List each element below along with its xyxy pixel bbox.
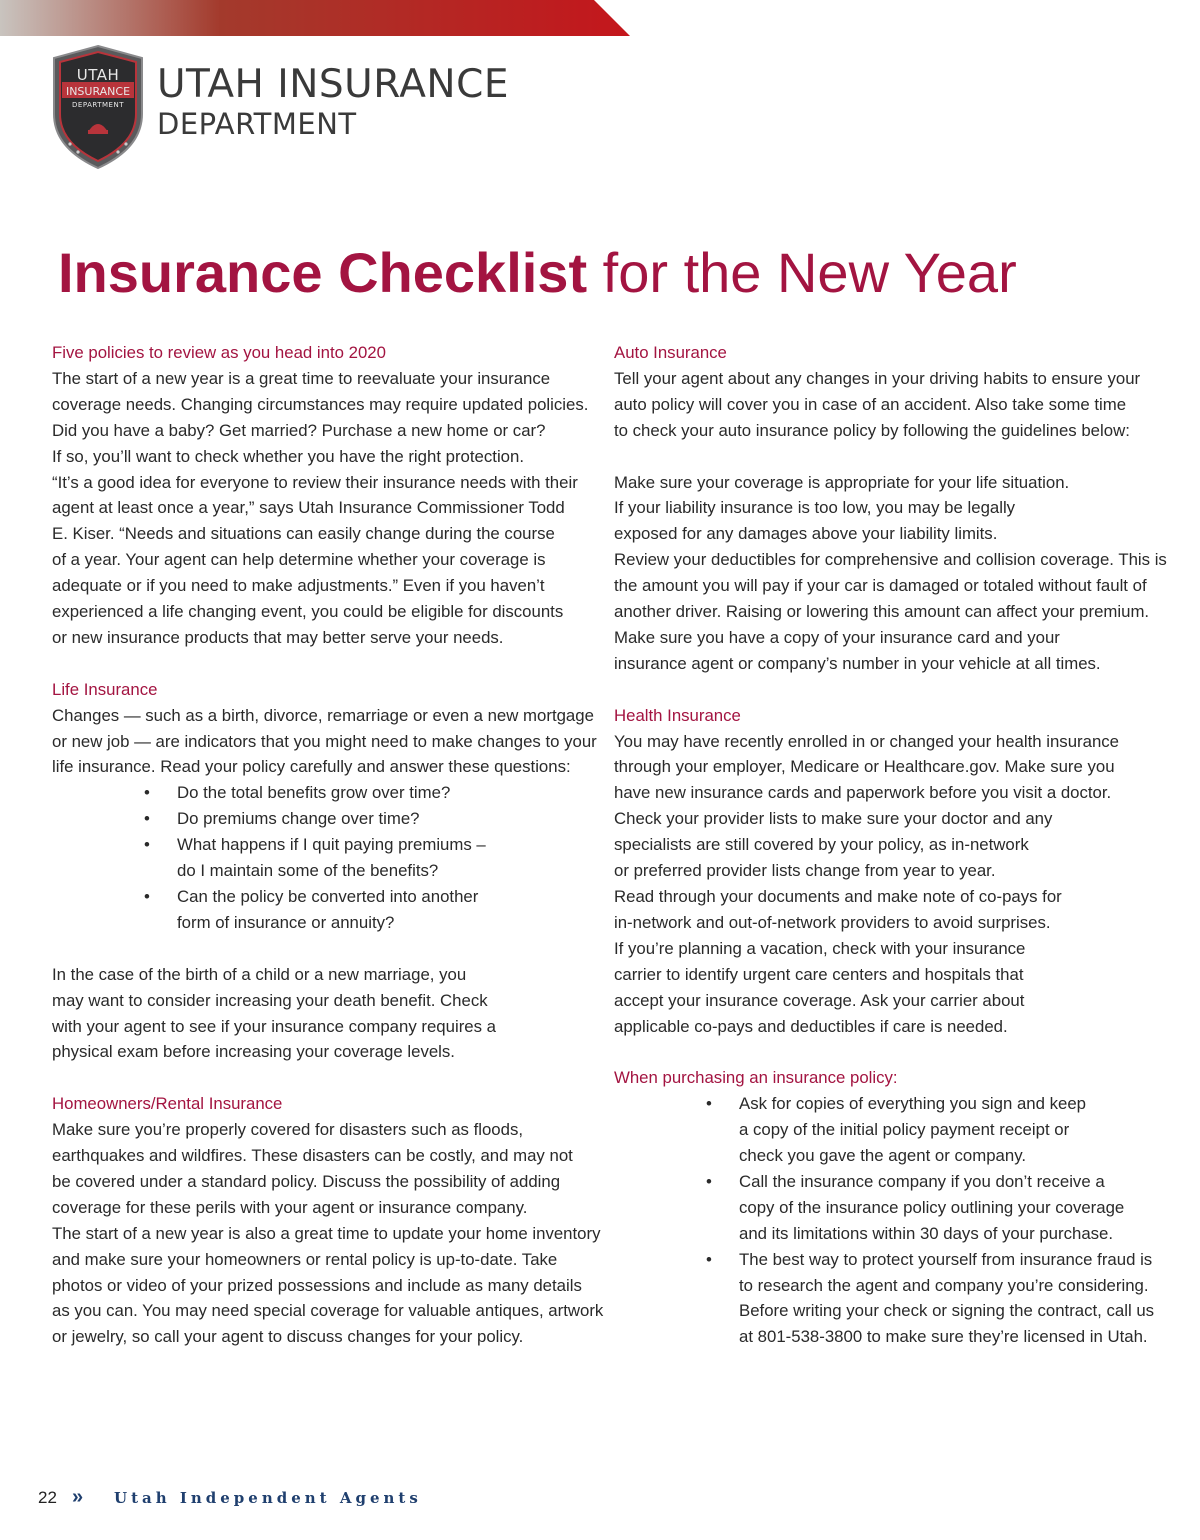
logo-text-insurance: INSURANCE bbox=[65, 85, 131, 98]
bullet-list-item bbox=[614, 1169, 1174, 1195]
bullet-icon: • bbox=[144, 887, 150, 907]
text-line: and make sure your homeowners or rental policy is up-to-date. Take bbox=[52, 1249, 558, 1269]
text-line: Read through your documents and make note of co-pays for bbox=[614, 887, 1062, 906]
health-paragraph bbox=[614, 729, 1174, 1040]
text-line: Check your provider lists to make sure your doctor and any bbox=[614, 809, 1053, 829]
text-line: In the case of the birth of a child or a new marriage, you bbox=[52, 964, 467, 984]
text-line: with your agent to see if your insurance company requires a bbox=[52, 1016, 497, 1036]
bullet-text: at 801-538-3800 to make sure they’re licensed in Utah. bbox=[739, 1327, 1148, 1347]
intro-paragraph bbox=[52, 366, 592, 651]
text-line: the amount you will pay if your car is damaged or totaled without fault of bbox=[614, 576, 1147, 596]
text-line: in-network and out-of-network providers to avoid surprises. bbox=[614, 912, 1051, 932]
bullet-icon: • bbox=[706, 1094, 712, 1114]
auto-paragraph bbox=[614, 366, 1174, 444]
double-chevron-icon: » bbox=[72, 1486, 84, 1508]
bullet-list-item bbox=[614, 1324, 1174, 1350]
text-line: to check your auto insurance policy by following the guidelines below: bbox=[614, 420, 1130, 440]
text-line: have new insurance cards and paperwork before you visit a doctor. bbox=[614, 783, 1112, 803]
bullet-list-item bbox=[52, 910, 592, 936]
utah-insurance-shield-logo bbox=[50, 44, 146, 170]
bullet-icon: • bbox=[144, 783, 150, 803]
bullet-list-item bbox=[52, 832, 592, 858]
bullet-icon: • bbox=[144, 809, 150, 829]
text-line: Changes — such as a birth, divorce, remarriage or even a new mortgage bbox=[52, 705, 594, 725]
bullet-text: What happens if I quit paying premiums – bbox=[177, 835, 486, 855]
brand-line-1: UTAH INSURANCE bbox=[157, 62, 509, 107]
bullet-text: form of insurance or annuity? bbox=[177, 912, 395, 932]
life-paragraph-2 bbox=[52, 962, 592, 1066]
bullet-list-item bbox=[614, 1117, 1174, 1143]
page-title-bold: Insurance Checklist bbox=[58, 241, 588, 304]
bullet-text: Do premiums change over time? bbox=[177, 809, 420, 829]
text-line: Review your deductibles for comprehensive and collision coverage. This is bbox=[614, 550, 1167, 570]
text-line: Make sure you have a copy of your insurance card and your bbox=[614, 627, 1060, 647]
text-line: experienced a life changing event, you could be eligible for discounts bbox=[52, 602, 564, 622]
text-line: or jewelry, so call your agent to discuss changes for your policy. bbox=[52, 1327, 524, 1347]
bullet-icon: • bbox=[706, 1171, 712, 1191]
text-line: photos or video of your prized possessions and include as many details bbox=[52, 1275, 582, 1295]
bullet-list-item bbox=[52, 858, 592, 884]
bullet-text: The best way to protect yourself from insurance fraud is bbox=[739, 1249, 1153, 1269]
text-line: You may have recently enrolled in or changed your health insurance bbox=[614, 731, 1120, 751]
page-title bbox=[58, 240, 1017, 306]
section-heading-health: Health Insurance bbox=[614, 705, 741, 725]
text-line: be covered under a standard policy. Discuss the possibility of adding bbox=[52, 1171, 561, 1191]
text-line: or preferred provider lists change from year to year. bbox=[614, 861, 996, 881]
bullet-text: to research the agent and company you’re considering. bbox=[739, 1275, 1149, 1295]
bullet-text: Do the total benefits grow over time? bbox=[177, 783, 451, 803]
bullet-text: Can the policy be converted into another bbox=[177, 887, 479, 907]
publication-name: Utah Independent Agents bbox=[114, 1488, 422, 1507]
bullet-list-item bbox=[614, 1091, 1174, 1117]
bullet-list-item bbox=[52, 806, 592, 832]
section-heading-purchase: When purchasing an insurance policy: bbox=[614, 1068, 898, 1088]
text-line: or new insurance products that may better serve your needs. bbox=[52, 627, 504, 647]
logo-text-utah: UTAH bbox=[76, 66, 120, 84]
text-line: insurance agent or company’s number in your vehicle at all times. bbox=[614, 653, 1101, 673]
text-line: adequate or if you need to make adjustments.” Even if you haven’t bbox=[52, 576, 545, 596]
bullet-list-item bbox=[614, 1247, 1174, 1273]
text-line: Did you have a baby? Get married? Purchase a new home or car? bbox=[52, 420, 546, 440]
text-line: applicable co-pays and deductibles if care is needed. bbox=[614, 1016, 1008, 1036]
header-accent-bar bbox=[0, 0, 630, 36]
bullet-list-item bbox=[614, 1195, 1174, 1221]
brand-wordmark bbox=[157, 62, 509, 140]
text-line: If you’re planning a vacation, check with your insurance bbox=[614, 938, 1026, 958]
section-heading-intro: Five policies to review as you head into 2020 bbox=[52, 343, 386, 362]
text-line: another driver. Raising or lowering this amount can affect your premium. bbox=[614, 602, 1150, 622]
left-column bbox=[52, 340, 604, 1350]
brand-line-2: DEPARTMENT bbox=[157, 107, 357, 141]
text-line: or new job — are indicators that you might need to make changes to your bbox=[52, 731, 597, 751]
logo-text-department: DEPARTMENT bbox=[72, 101, 124, 109]
bullet-text: Call the insurance company if you don’t receive a bbox=[739, 1171, 1105, 1191]
text-line: may want to consider increasing your death benefit. Check bbox=[52, 990, 488, 1010]
bullet-list-item bbox=[614, 1221, 1174, 1247]
bullet-list-item bbox=[614, 1273, 1174, 1299]
text-line: through your employer, Medicare or Healthcare.gov. Make sure you bbox=[614, 757, 1115, 777]
page-title-regular: for the New Year bbox=[602, 241, 1017, 304]
text-line: as you can. You may need special coverage for valuable antiques, artwork bbox=[52, 1301, 604, 1321]
text-line: auto policy will cover you in case of an accident. Also take some time bbox=[614, 394, 1127, 414]
section-heading-home: Homeowners/Rental Insurance bbox=[52, 1094, 283, 1114]
section-heading-auto: Auto Insurance bbox=[614, 343, 727, 362]
text-line: exposed for any damages above your liability limits. bbox=[614, 524, 998, 544]
text-line: “It’s a good idea for everyone to review their insurance needs with their bbox=[52, 472, 578, 492]
text-line: carrier to identify urgent care centers and hospitals that bbox=[614, 964, 1024, 984]
text-line: earthquakes and wildfires. These disasters can be costly, and may not bbox=[52, 1146, 573, 1166]
page-number: 22 bbox=[38, 1487, 57, 1507]
text-line: E. Kiser. “Needs and situations can easily change during the course bbox=[52, 524, 555, 544]
text-line: coverage for these perils with your agent or insurance company. bbox=[52, 1197, 528, 1217]
life-bullet-list bbox=[52, 780, 592, 935]
home-paragraph bbox=[52, 1117, 604, 1350]
text-line: Make sure you’re properly covered for disasters such as floods, bbox=[52, 1120, 524, 1140]
text-line: If so, you’ll want to check whether you have the right protection. bbox=[52, 446, 524, 466]
page-footer bbox=[38, 1486, 422, 1509]
bullet-text: Ask for copies of everything you sign and keep bbox=[739, 1094, 1087, 1114]
right-column bbox=[614, 340, 1174, 1350]
text-line: life insurance. Read your policy carefully and answer these questions: bbox=[52, 757, 571, 777]
text-line: specialists are still covered by your policy, as in-network bbox=[614, 835, 1029, 855]
bullet-text: copy of the insurance policy outlining your coverage bbox=[739, 1197, 1125, 1217]
bullet-text: check you gave the agent or company. bbox=[739, 1146, 1027, 1166]
text-line: accept your insurance coverage. Ask your carrier about bbox=[614, 990, 1025, 1010]
bullet-list-item bbox=[614, 1298, 1174, 1324]
bullet-text: Before writing your check or signing the contract, call us bbox=[739, 1301, 1155, 1321]
text-line: The start of a new year is a great time to reevaluate your insurance bbox=[52, 368, 551, 388]
text-line: agent at least once a year,” says Utah Insurance Commissioner Todd bbox=[52, 498, 565, 518]
bullet-text: and its limitations within 30 days of your purchase. bbox=[739, 1223, 1114, 1243]
life-paragraph bbox=[52, 703, 597, 781]
text-line: Make sure your coverage is appropriate for your life situation. bbox=[614, 472, 1070, 492]
text-line: The start of a new year is also a great time to update your home inventory bbox=[52, 1223, 601, 1243]
auto-paragraph-2 bbox=[614, 470, 1174, 677]
bullet-icon: • bbox=[144, 835, 150, 855]
text-line: physical exam before increasing your coverage levels. bbox=[52, 1042, 455, 1062]
bullet-list-item bbox=[52, 884, 592, 910]
bullet-list-item bbox=[52, 780, 592, 806]
section-heading-life: Life Insurance bbox=[52, 679, 158, 699]
text-line: coverage needs. Changing circumstances may require updated policies. bbox=[52, 394, 589, 414]
bullet-text: a copy of the initial policy payment receipt or bbox=[739, 1120, 1070, 1140]
bullet-list-item bbox=[614, 1143, 1174, 1169]
purchase-bullet-list bbox=[614, 1091, 1174, 1350]
bullet-text: do I maintain some of the benefits? bbox=[177, 861, 439, 881]
bullet-icon: • bbox=[706, 1249, 712, 1269]
text-line: If your liability insurance is too low, you may be legally bbox=[614, 498, 1016, 518]
text-line: of a year. Your agent can help determine whether your coverage is bbox=[52, 550, 546, 570]
text-line: Tell your agent about any changes in your driving habits to ensure your bbox=[614, 368, 1141, 388]
